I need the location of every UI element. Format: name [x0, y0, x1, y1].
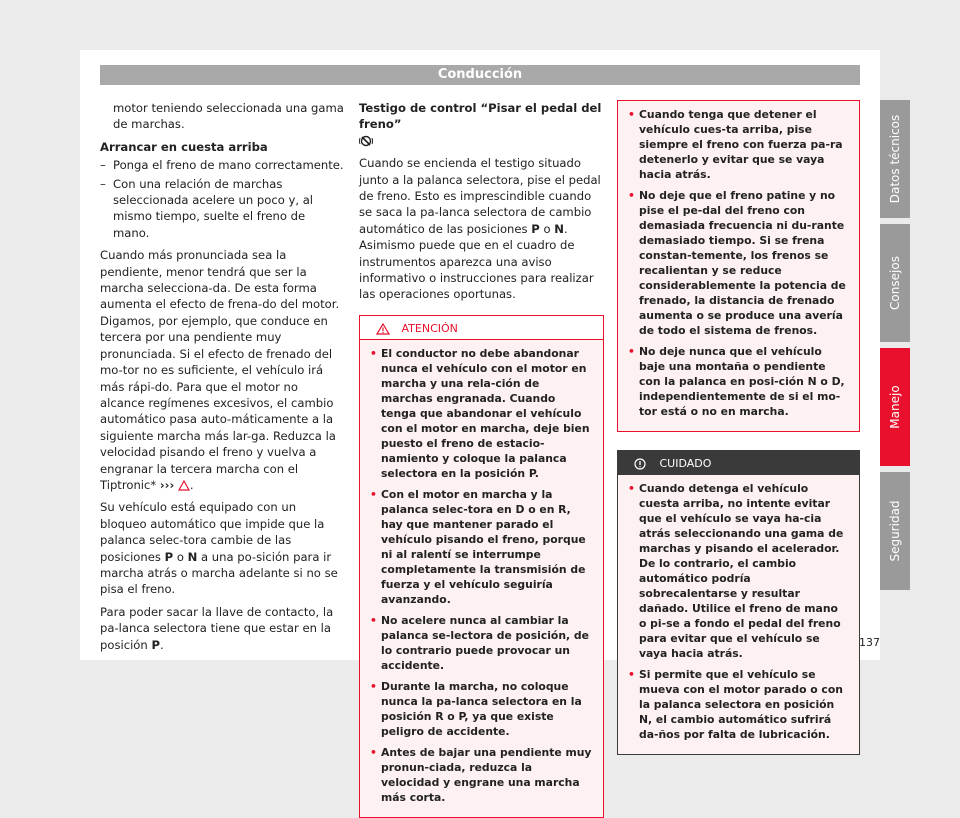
warning-item: • Durante la marcha, no coloque nunca la pa-lanca selectora en la posición R o P, ya que existe peligro de accidente.	[370, 679, 593, 739]
warning-item: • Antes de bajar una pendiente muy pronun-ciada, reduzca la velocidad y engrane una marcha más corta.	[370, 745, 593, 805]
warning-item: • Con el motor en marcha y la palanca selec-tora en D o en R, hay que mantener parado el vehículo pisando el freno, porque ni al ralentí se interrumpe completamente la transmisión de fuerza y el vehículo seguiría avanzando.	[370, 487, 593, 607]
warning-box-continued	[617, 100, 860, 432]
caution-box	[617, 450, 860, 755]
warning-box	[359, 315, 604, 818]
caution-box-body	[618, 475, 859, 754]
warning-box-header	[360, 316, 603, 340]
gear-letter-p: P	[531, 221, 540, 236]
warning-item: • No deje que el freno patine y no pise el pe-dal del freno con demasiada frecuencia ni du-rante demasiado tiempo. Si se frena constan-temente, los frenos se recalientan y se reduce considerablemente la potencia de frenado, la distancia de frenado aumenta o se produce una avería de todo el sistema de frenos.	[628, 188, 849, 338]
paragraph-brake-light	[359, 155, 604, 303]
warning-item: • No acelere nunca al cambiar la palanca se-lectora de posición, de lo contrario puede provocar un accidente.	[370, 613, 593, 673]
gear-letter-p: P	[151, 637, 160, 652]
paragraph-lock-text-b: a una po-sición para ir marcha atrás o marcha adelante si no se pisa el freno.	[100, 549, 338, 597]
warning-triangle-icon	[178, 480, 190, 491]
warning-item: • El conductor no debe abandonar nunca el vehículo con el motor en marcha y una rela-ción de marchas engranada. Cuando tenga que abandonar el vehículo con el motor en marcha, deje bien puesto el freno de estacio-namiento y coloque la palanca selectora en la posición P.	[370, 346, 593, 481]
brake-pedal-warning-icon	[359, 135, 373, 147]
caution-info-icon	[634, 458, 646, 470]
caution-item: • Si permite que el vehículo se mueva con el motor parado o con la palanca selectora en posición N, el cambio automático sufrirá da-ños por falta de lubricación.	[628, 667, 849, 742]
gear-letter-n: N	[187, 549, 198, 564]
uphill-heading: Arrancar en cuesta arriba	[100, 139, 268, 154]
intro-text: motor teniendo seleccionada una gama de marchas.	[113, 101, 344, 132]
column-3	[617, 100, 860, 755]
tab-datos-tecnicos[interactable]	[880, 100, 910, 218]
conjunction: o	[543, 221, 551, 236]
warning-title: ATENCIÓN	[401, 321, 458, 335]
tab-label: Manejo	[888, 385, 902, 429]
paragraph-brake-text-a: Cuando se encienda el testigo situado junto a la palanca selectora, pise el pedal de freno. Esto es imprescindible cuando se saca la pa-lanca selectora de cambio automático de las posiciones	[359, 156, 601, 236]
tab-label: Datos técnicos	[888, 114, 902, 204]
warning-item: • Cuando tenga que detener el vehículo cues-ta arriba, pise siempre el freno con fuerza pa-ra detenerlo y evitar que se vaya hacia atrás.	[628, 107, 849, 182]
tab-manejo[interactable]	[880, 348, 910, 466]
section-header: Conducción	[100, 65, 860, 85]
caution-title: CUIDADO	[659, 457, 712, 470]
tab-label: Seguridad	[888, 500, 902, 562]
warning-triangle-icon	[376, 323, 390, 335]
period: .	[159, 637, 164, 652]
paragraph-lock	[100, 499, 345, 597]
gear-letter-n: N	[554, 221, 564, 236]
gear-letter-p: P	[164, 549, 174, 564]
paragraph-key-text: Para poder sacar la llave de contacto, la pa-lanca selectora tiene que estar en la posición	[100, 604, 334, 652]
conjunction: o	[176, 549, 184, 564]
paragraph-brake-text-b: . Asimismo puede que en el cuadro de instrumentos aparezca una aviso informativo o instrucciones para realizar las operaciones oportunas.	[359, 221, 594, 302]
step-item: – Ponga el freno de mano correctamente.	[100, 157, 345, 173]
paragraph-slope-text: Cuando más pronunciada sea la pendiente, menor tendrá que ser la marcha selecciona-da. De esta forma aumenta el efecto de frena-do del motor. Digamos, por ejemplo, que conduce en tercera por una pendiente muy pronunciada. Si el efecto de frenado del mo-tor no es suficiente, el vehículo irá más rápi-do. Para que el motor no alcance regímenes excesivos, el cambio automático pasa auto-máticamente a la siguiente marcha más lar-ga. Reduzca la velocidad pisando el freno y vuelva a engranar la tercera marcha con el Tiptronic*	[100, 248, 340, 492]
brake-light-heading: Testigo de control “Pisar el pedal del freno”	[359, 101, 602, 132]
brake-pedal-icon-wrap	[359, 135, 604, 151]
warning-box-body	[360, 340, 603, 817]
tab-seguridad[interactable]	[880, 472, 910, 590]
paragraph-key	[100, 604, 345, 653]
caution-item: • Cuando detenga el vehículo cuesta arriba, no intente evitar que el vehículo se vaya ha-cia atrás seleccionando una gama de marchas y pisando el acelerador. De lo contrario, el cambio automático podría sobrecalentarse y resultar dañado. Utilice el freno de mano o pi-se a fondo el pedal del freno para evitar que el vehículo se vaya hacia atrás.	[628, 481, 849, 661]
column-2	[359, 100, 604, 818]
warning-item: • No deje nunca que el vehículo baje una montaña o pendiente con la palanca en posi-ción N o D, independientemente de si el mo-tor está o no en marcha.	[628, 344, 849, 419]
step-item: – Con una relación de marchas seleccionada acelere un poco y, al mismo tiempo, suelte el freno de mano.	[100, 176, 345, 242]
paragraph-slope: Cuando más pronunciada sea la pendiente, menor tendrá que ser la marcha selecciona-da. De esta forma aumenta el efecto de frena-do del motor. Digamos, por ejemplo, que conduce en tercera por una pendiente muy pronunciada. Si el efecto de frenado del mo-tor no es suficiente, el vehículo irá más rápi-do. Para que el motor no alcance regímenes excesivos, el cambio automático pasa auto-máticamente a la siguiente marcha más lar-ga. Reduzca la velocidad pisando el freno y vuelva a engranar la tercera marcha con el Tiptronic* ››› .	[100, 248, 340, 492]
reference-arrows[interactable]: ›››	[159, 477, 175, 492]
column-1	[100, 100, 345, 659]
caution-box-header	[618, 451, 859, 475]
paragraph-lock-text-a: Su vehículo está equipado con un bloqueo automático que impide que la palanca selec-tora cambie de las posiciones	[100, 500, 325, 564]
page-number: 137	[859, 636, 880, 649]
tab-label: Consejos	[888, 256, 902, 310]
tab-consejos[interactable]	[880, 224, 910, 342]
